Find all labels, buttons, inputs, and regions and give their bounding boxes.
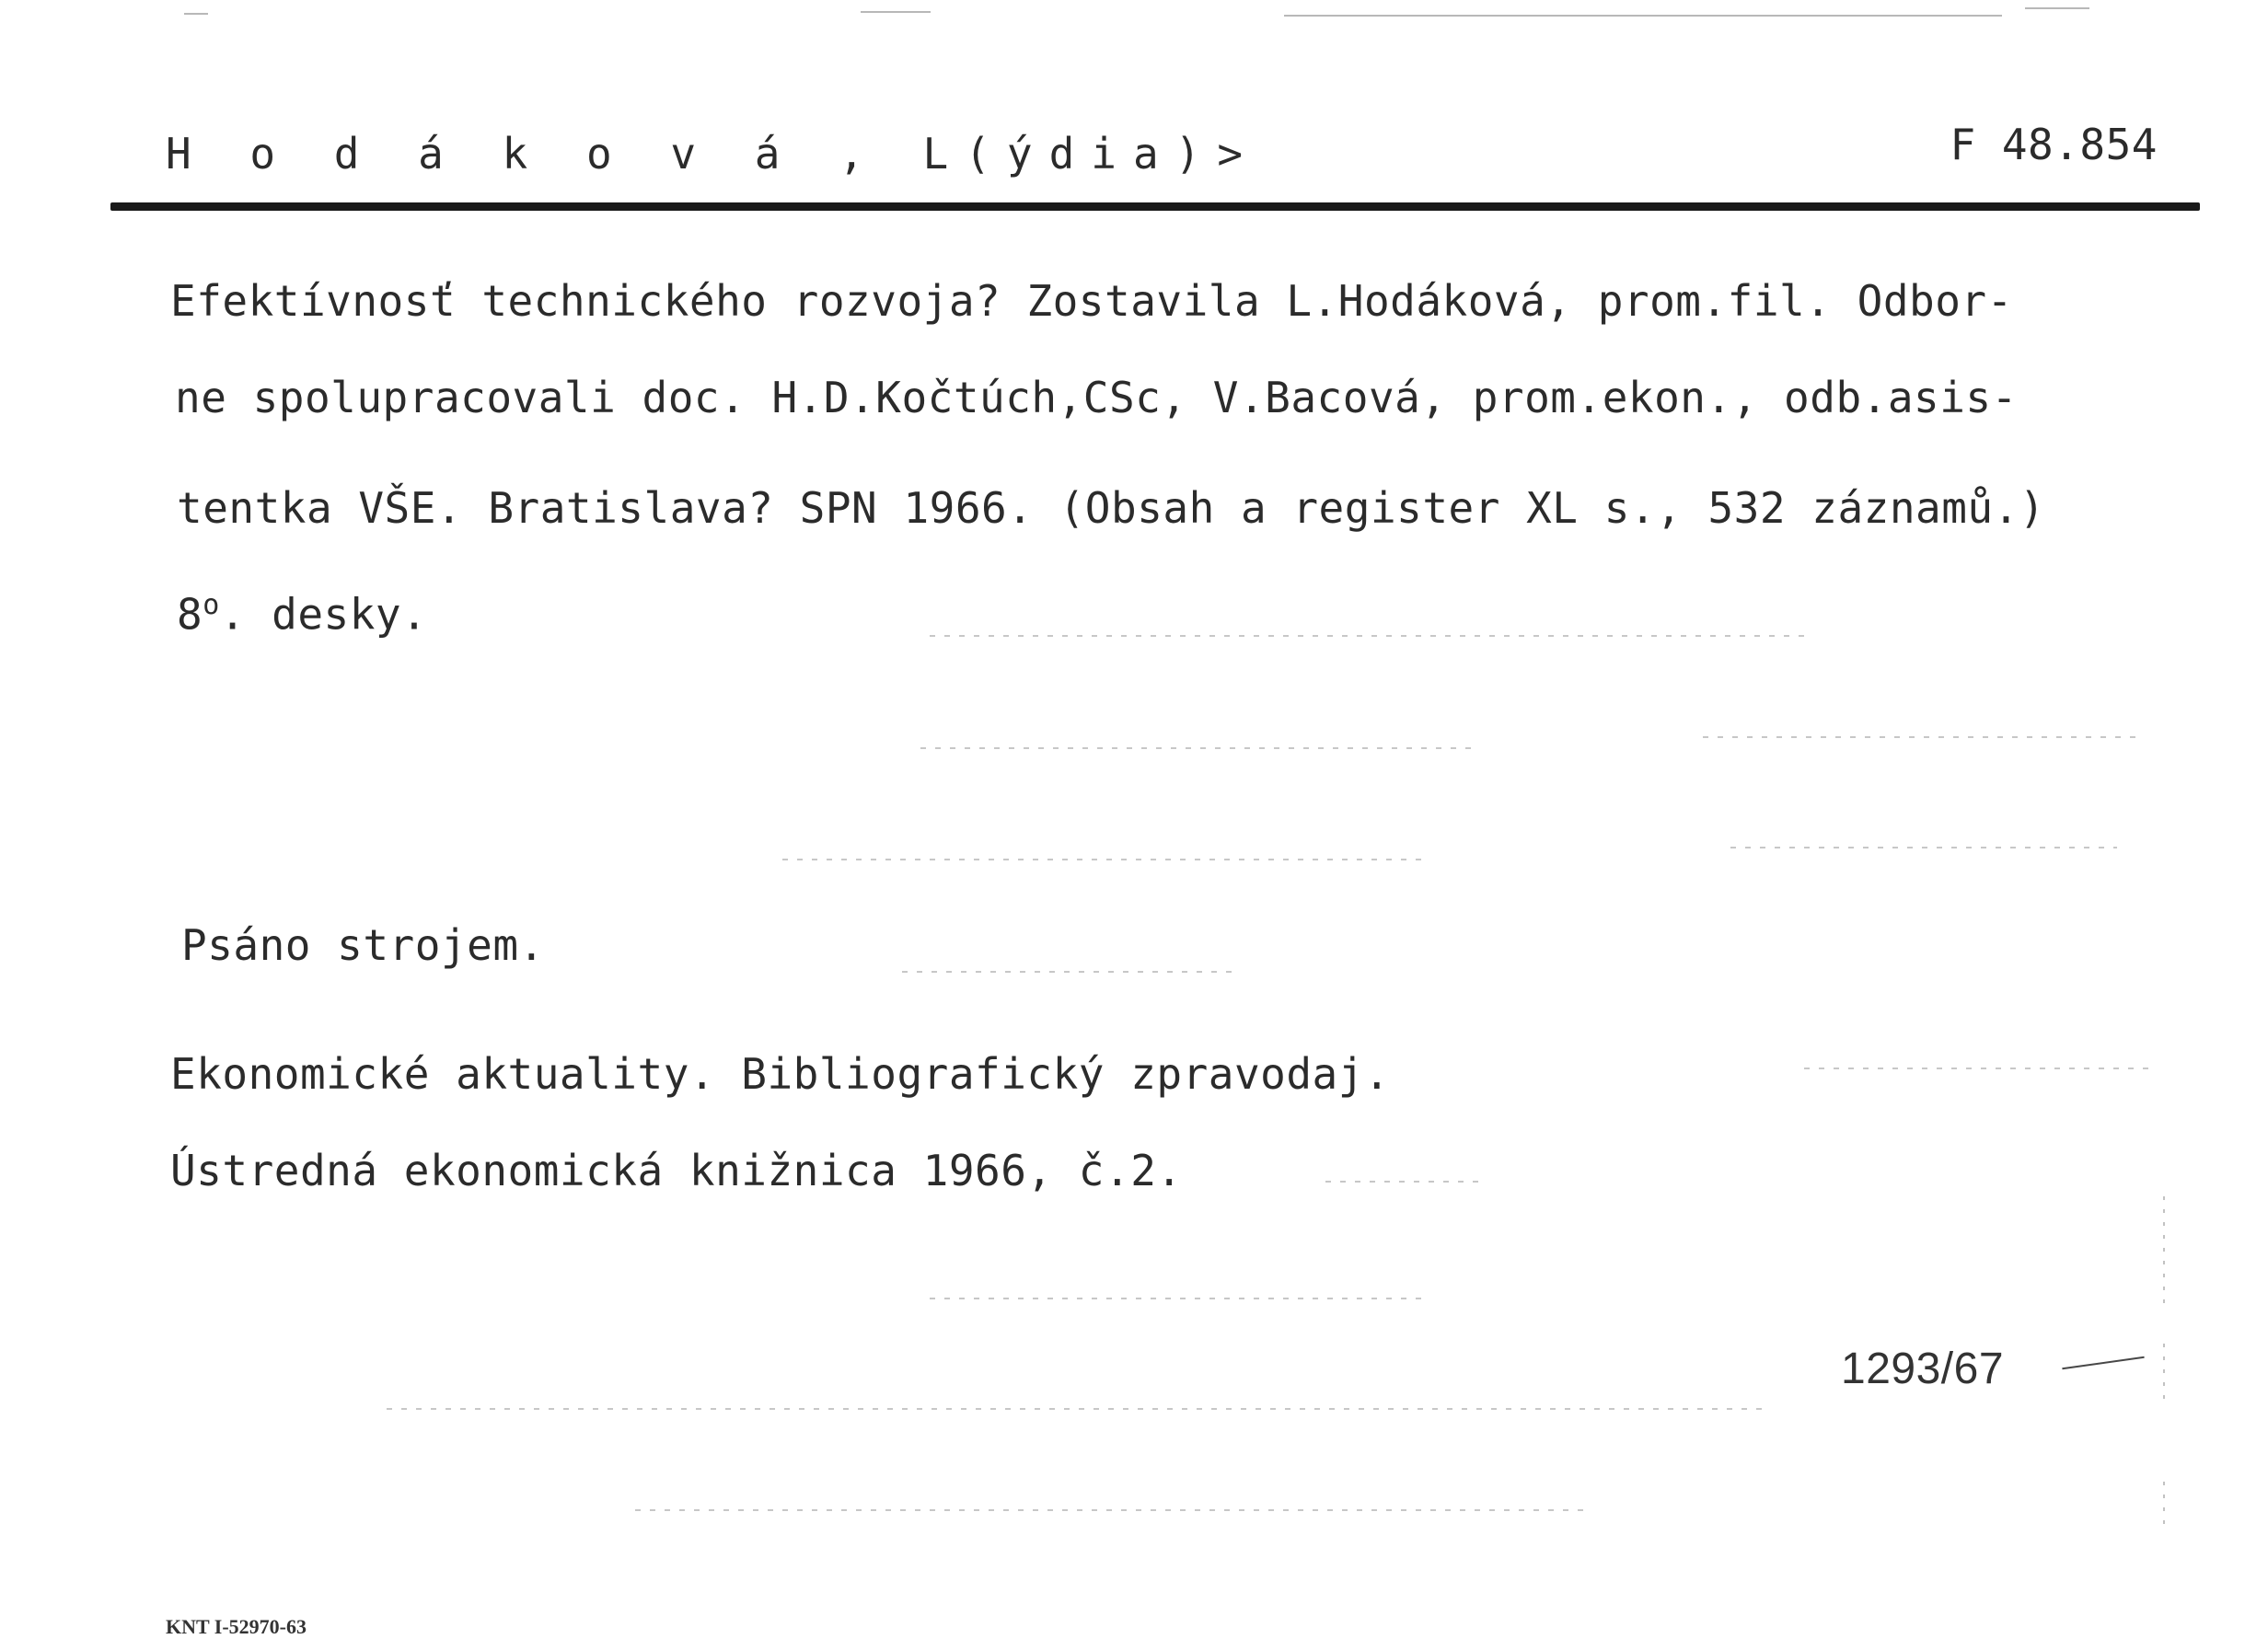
scan-mark bbox=[861, 11, 931, 13]
format-number: 8 bbox=[177, 589, 203, 640]
scan-dots bbox=[635, 1509, 1583, 1511]
scan-dots bbox=[930, 635, 1804, 637]
scan-dots bbox=[2163, 1196, 2165, 1307]
scan-mark bbox=[1284, 15, 2002, 17]
scan-dots bbox=[1730, 847, 2117, 848]
scan-dots bbox=[930, 1298, 1427, 1299]
author-suffix: > bbox=[1217, 129, 1244, 179]
scan-dots bbox=[920, 747, 1473, 749]
author-name: H o d á k o v á , L(ýdia) bbox=[166, 129, 1218, 179]
scan-mark bbox=[2025, 7, 2089, 9]
description-line-2: ne spolupracovali doc. H.D.Kočtúch,CSc, V.Bacová, prom.ekon., odb.asis- bbox=[175, 373, 2018, 422]
author-heading bbox=[166, 129, 1244, 179]
printer-imprint: KNT I-52970-63 bbox=[166, 1615, 307, 1638]
scan-dots bbox=[782, 859, 1427, 860]
scan-dots bbox=[902, 971, 1233, 973]
typed-note: Psáno strojem. bbox=[181, 920, 545, 970]
format-degree: o bbox=[202, 589, 220, 621]
source-line-1: Ekonomické aktuality. Bibliografický zpravodaj. bbox=[170, 1049, 1391, 1099]
accession-stroke bbox=[2062, 1356, 2144, 1370]
scan-dots bbox=[2163, 1344, 2165, 1399]
description-line-4 bbox=[177, 589, 427, 639]
description-line-3: tentka VŠE. Bratislava? SPN 1966. (Obsah a register XL s., 532 záznamů.) bbox=[177, 483, 2045, 533]
binding-note: . desky. bbox=[219, 589, 428, 640]
scan-mark bbox=[184, 13, 208, 15]
scan-dots bbox=[1804, 1068, 2154, 1069]
heading-rule bbox=[110, 202, 2200, 211]
accession-number: 1293/67 bbox=[1841, 1345, 2005, 1393]
scan-dots bbox=[2163, 1482, 2165, 1528]
shelfmark: F 48.854 bbox=[1950, 120, 2158, 169]
source-line-2: Ústredná ekonomická knižnica 1966, č.2. bbox=[170, 1146, 1183, 1195]
scan-dots bbox=[1325, 1181, 1482, 1183]
scan-dots bbox=[387, 1408, 1767, 1410]
description-line-1: Efektívnosť technického rozvoja? Zostavila L.Hodáková, prom.fil. Odbor- bbox=[170, 276, 2013, 326]
scan-dots bbox=[1703, 736, 2145, 738]
